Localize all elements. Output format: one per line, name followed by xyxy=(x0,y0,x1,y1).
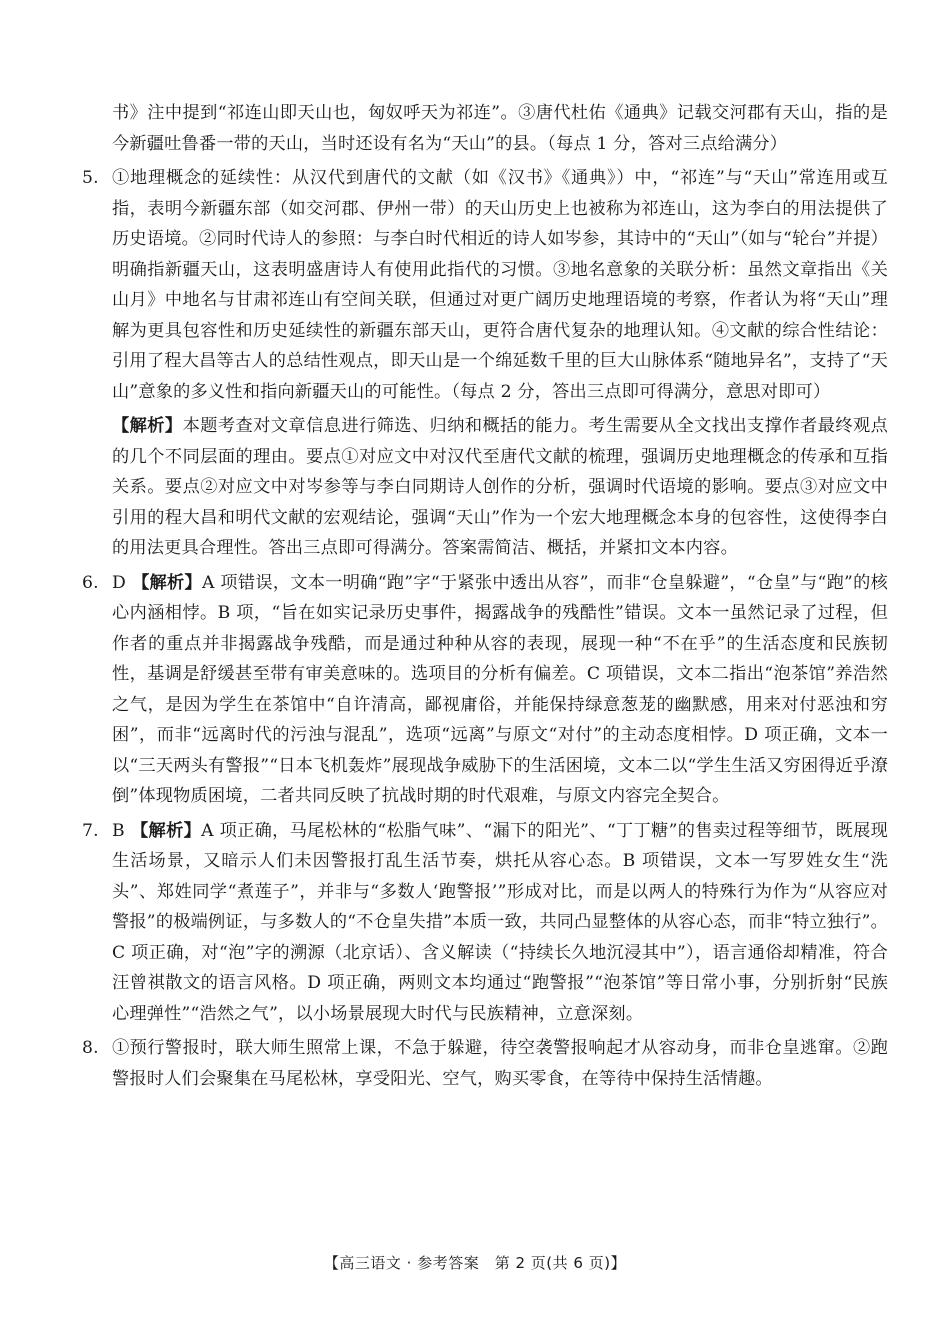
q7-block xyxy=(82,816,888,1030)
q7-option: B xyxy=(112,820,125,841)
q5-analysis-text: 本题考查对文章信息进行筛选、归纳和概括的能力。考生需要从全文找出支撑作者最终观点的几个不同层面的理由。要点①对应文中对汉代至唐代文献的梳理，强调历史地理概念的传承和互指关系。要点②对应文中对岑参等与李白同期诗人创作的分析，强调时代语境的影响。要点③对应文中引用的程大昌和明代文献的宏观结论，强调“天山”作为一个宏大地理概念本身的包容性，这使得李白的用法更具合理性。答出三点即可得满分。答案需简洁、概括，并紧扣文本内容。 xyxy=(112,416,888,558)
q4-continuation-text: 书》注中提到“祁连山即天山也，匈奴呼天为祁连”。③唐代杜佑《通典》记载交河郡有天山，指的是今新疆吐鲁番一带的天山，当时还设有名为“天山”的县。（每点 1 分，答对三点给满分） xyxy=(112,103,888,154)
q4-continuation xyxy=(112,98,888,159)
q7-analysis-tag: 【解析】 xyxy=(130,820,202,841)
q8-answer: ①预行警报时，联大师生照常上课，不急于躲避，待空袭警报响起才从容动身，而非仓皇逃窜。②跑警报时人们会聚集在马尾松林，享受阳光、空气，购买零食，在等待中保持生活情趣。 xyxy=(112,1038,888,1089)
q6-block xyxy=(82,568,888,812)
page-footer: 【高三语文 · 参考答案 第 2 页(共 6 页)】 xyxy=(323,1254,627,1272)
q5-analysis xyxy=(112,411,888,564)
q6-analysis-tag: 【解析】 xyxy=(131,572,203,593)
q6-analysis-text: A 项错误，文本一明确“跑”字“于紧张中透出从容”，而非“仓皇躲避”，“仓皇”与“跑”的核心内涵相悖。B 项，“旨在如实记录历史事件，揭露战争的残酷性”错误。文本一虽然记录了过程，但作者的重点并非揭露战争残酷，而是通过种种从容的表现，展现一种“不在乎”的生活态度和民族韧性，基调是舒缓甚至带有审美意味的。选项目的分析有偏差。C 项错误，文本二指出“泡茶馆”养浩然之气，是因为学生在茶馆中“自许清高，鄙视庸俗，并能保持绿意葱茏的幽默感，用来对付恶浊和穷困”，而非“远离时代的污浊与混乱”，选项“远离”与原文“对付”的主动态度相悖。D 项正确，文本一以“三天两头有警报”“日本飞机轰炸”展现战争威胁下的生活困境，文本二以“学生生活又穷困得近乎潦倒”体现物质困境，二者共同反映了抗战时期的时代艰难，与原文内容完全契合。 xyxy=(112,572,888,806)
q8-block xyxy=(82,1033,888,1094)
q5-answer: ①地理概念的延续性：从汉代到唐代的文献（如《汉书》《通典》）中，“祁连”与“天山”常连用或互指，表明今新疆东部（如交河郡、伊州一带）的天山历史上也被称为祁连山，这为李白的用法提供了历史语境。②同时代诗人的参照：与李白时代相近的诗人如岑参，其诗中的“天山”（如与“轮台”并提）明确指新疆天山，这表明盛唐诗人有使用此指代的习惯。③地名意象的关联分析：虽然文章指出《关山月》中地名与甘肃祁连山有空间关联，但通过对更广阔历史地理语境的考察，作者认为将“天山”理解为更具包容性和历史延续性的新疆东部天山，更符合唐代复杂的地理认知。④文献的综合性结论：引用了程大昌等古人的总结性观点，即天山是一个绵延数千里的巨大山脉体系“随地异名”，支持了“天山”意象的多义性和指向新疆天山的可能性。（每点 2 分，答出三点即可得满分，意思对即可） xyxy=(112,168,888,402)
q7-analysis-text: A 项正确，马尾松林的“松脂气味”、“漏下的阳光”、“丁丁糖”的售卖过程等细节，既展现生活场景，又暗示人们未因警报打乱生活节奏，烘托从容心态。B 项错误，文本一写罗姓女生“洗头”、郑姓同学“煮莲子”，并非与“多数人‘跑警报’”形成对比，而是以两人的特殊行为作为“从容应对警报”的极端例证，与多数人的“不仓皇失措”本质一致，共同凸显整体的从容心态，而非“特立独行”。C 项正确，对“泡”字的溯源（北京话）、含义解读（“持续长久地沉浸其中”），语言通俗却精准，符合汪曾祺散文的语言风格。D 项正确，两则文本均通过“跑警报”“泡茶馆”等日常小事，分别折射“民族心理弹性”“浩然之气”，以小场景展现大时代与民族精神，立意深刻。 xyxy=(112,820,888,1024)
answer-content xyxy=(82,98,888,1098)
q6-option: D xyxy=(112,572,126,593)
q5-block xyxy=(82,163,888,407)
q5-number: 5. xyxy=(82,168,99,188)
q8-number: 8. xyxy=(82,1038,99,1058)
q6-number: 6. xyxy=(82,572,99,593)
q7-number: 7. xyxy=(82,820,99,841)
q5-analysis-tag: 【解析】 xyxy=(112,416,183,436)
